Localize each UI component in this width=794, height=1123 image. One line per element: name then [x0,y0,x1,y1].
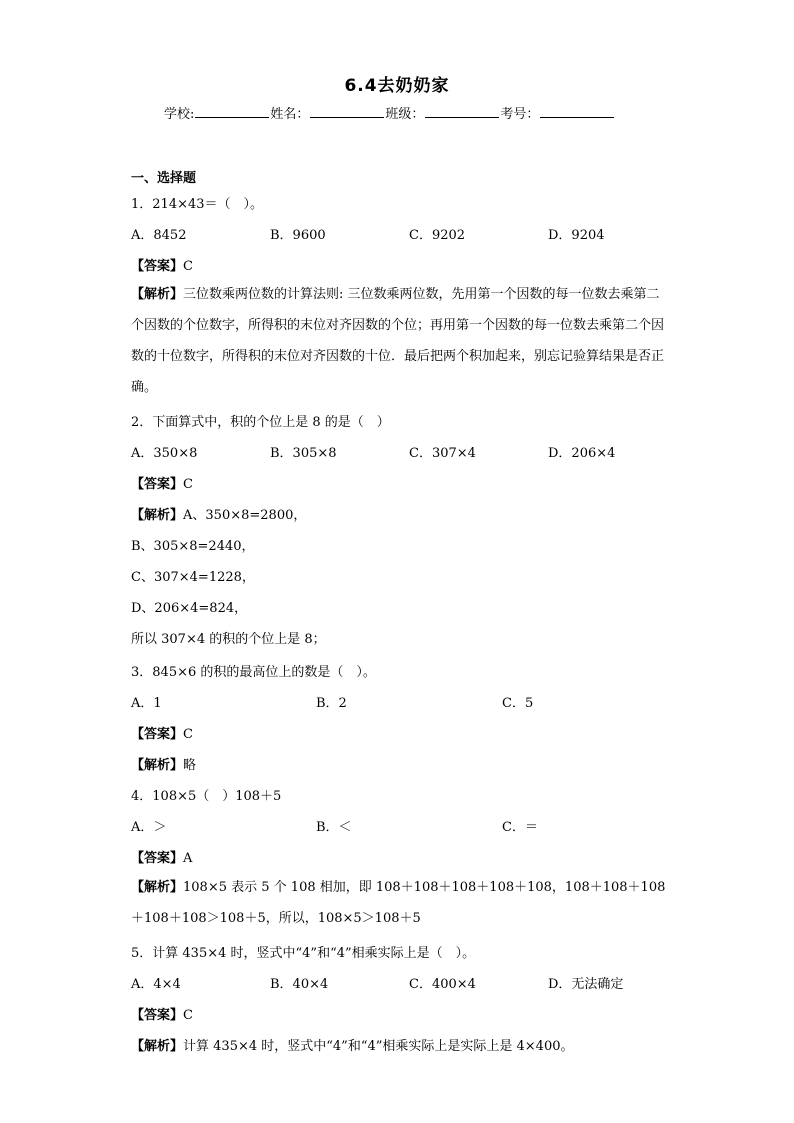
q2-analysis-line-5: 所以 307×4 的积的个位上是 8； [131,632,326,647]
q5-option-b: B．40×4 [270,977,329,992]
question-2-stem: 2．下面算式中，积的个位上是 8 的是（ ） [131,415,390,430]
exam-no-blank [540,105,614,118]
question-5-stem: 5．计算 435×4 时，竖式中“4”和“4”相乘实际上是（ ）。 [131,946,476,961]
q2-analysis-line-3: C、307×4=1228， [131,570,255,585]
class-label: 班级： [385,107,425,122]
q2-option-a: A．350×8 [131,446,198,461]
q1-option-c: C．9202 [409,228,466,243]
q2-analysis-text-1: A、350×8=2800， [183,508,307,523]
q2-analysis-line-1 [131,504,306,523]
q3-answer [131,723,193,742]
q1-analysis [131,279,666,403]
name-label: 姓名： [270,107,310,122]
school-label: 学校: [164,107,195,122]
q4-option-a: A．＞ [131,820,167,835]
section-heading: 一、选择题 [131,171,197,186]
question-3-stem: 3．845×6 的积的最高位上的数是（ ）。 [131,665,376,680]
q2-answer-value: C [183,477,193,492]
q1-option-a: A．8452 [131,228,187,243]
q3-option-a: A．1 [131,696,162,711]
q4-analysis [131,872,666,934]
q1-answer [131,255,193,274]
name-blank [310,105,384,118]
q2-option-b: B．305×8 [270,446,337,461]
exam-no-label: 考号： [500,107,540,122]
answer-label: 【答案】 [131,259,184,274]
q4-answer-value: A [183,851,193,866]
q2-analysis-line-4: D、206×4=824， [131,601,248,616]
answer-label: 【答案】 [131,851,184,866]
q3-option-b: B．2 [316,696,347,711]
analysis-label: 【解析】 [131,758,184,773]
analysis-label: 【解析】 [131,880,184,895]
q4-analysis-text: 108×5 表示 5 个 108 相加，即 108＋108＋108＋108＋108，108＋108＋108＋108＋108＞108＋5，所以，108×5＞108＋5 [131,880,666,926]
class-blank [425,105,499,118]
answer-label: 【答案】 [131,477,184,492]
analysis-label: 【解析】 [131,287,184,302]
answer-label: 【答案】 [131,727,184,742]
q5-option-a: A．4×4 [131,977,181,992]
q3-option-c: C．5 [502,696,534,711]
analysis-label: 【解析】 [131,1039,184,1054]
q2-option-d: D．206×4 [548,446,616,461]
q5-answer-value: C [183,1008,193,1023]
q4-option-b: B．＜ [316,820,352,835]
q2-analysis-line-2: B、305×8=2440， [131,539,255,554]
q2-answer [131,473,193,492]
school-blank [195,105,269,118]
q1-answer-value: C [183,259,193,274]
q1-option-b: B．9600 [270,228,326,243]
q2-option-c: C．307×4 [409,446,476,461]
answer-label: 【答案】 [131,1008,184,1023]
q5-option-c: C．400×4 [409,977,476,992]
page-title: 6.4去奶奶家 [344,76,450,96]
q3-answer-value: C [183,727,193,742]
q3-analysis [131,754,196,773]
question-1-stem: 1．214×43＝（ ）。 [131,197,264,212]
q5-answer [131,1004,193,1023]
q3-analysis-text: 略 [183,758,197,773]
q5-analysis [131,1035,574,1054]
student-info-line [164,103,615,122]
q5-option-d: D．无法确定 [548,977,624,992]
q1-analysis-text: 三位数乘两位数的计算法则: 三位数乘两位数，先用第一个因数的每一位数去乘第二个因数的个位数字，所得积的末位对齐因数的个位；再用第一个因数的每一位数去乘第二个因数的十位数字，所得积的末位对齐因数的十位．最后把两个积加起来，别忘记验算结果是否正确。 [131,287,665,395]
q4-option-c: C．＝ [502,820,538,835]
analysis-label: 【解析】 [131,508,184,523]
q4-answer [131,847,192,866]
q1-option-d: D．9204 [548,228,605,243]
question-4-stem: 4．108×5（ ）108＋5 [131,789,282,804]
q5-analysis-text: 计算 435×4 时，竖式中“4”和“4”相乘实际上是实际上是 4×400。 [183,1039,574,1054]
